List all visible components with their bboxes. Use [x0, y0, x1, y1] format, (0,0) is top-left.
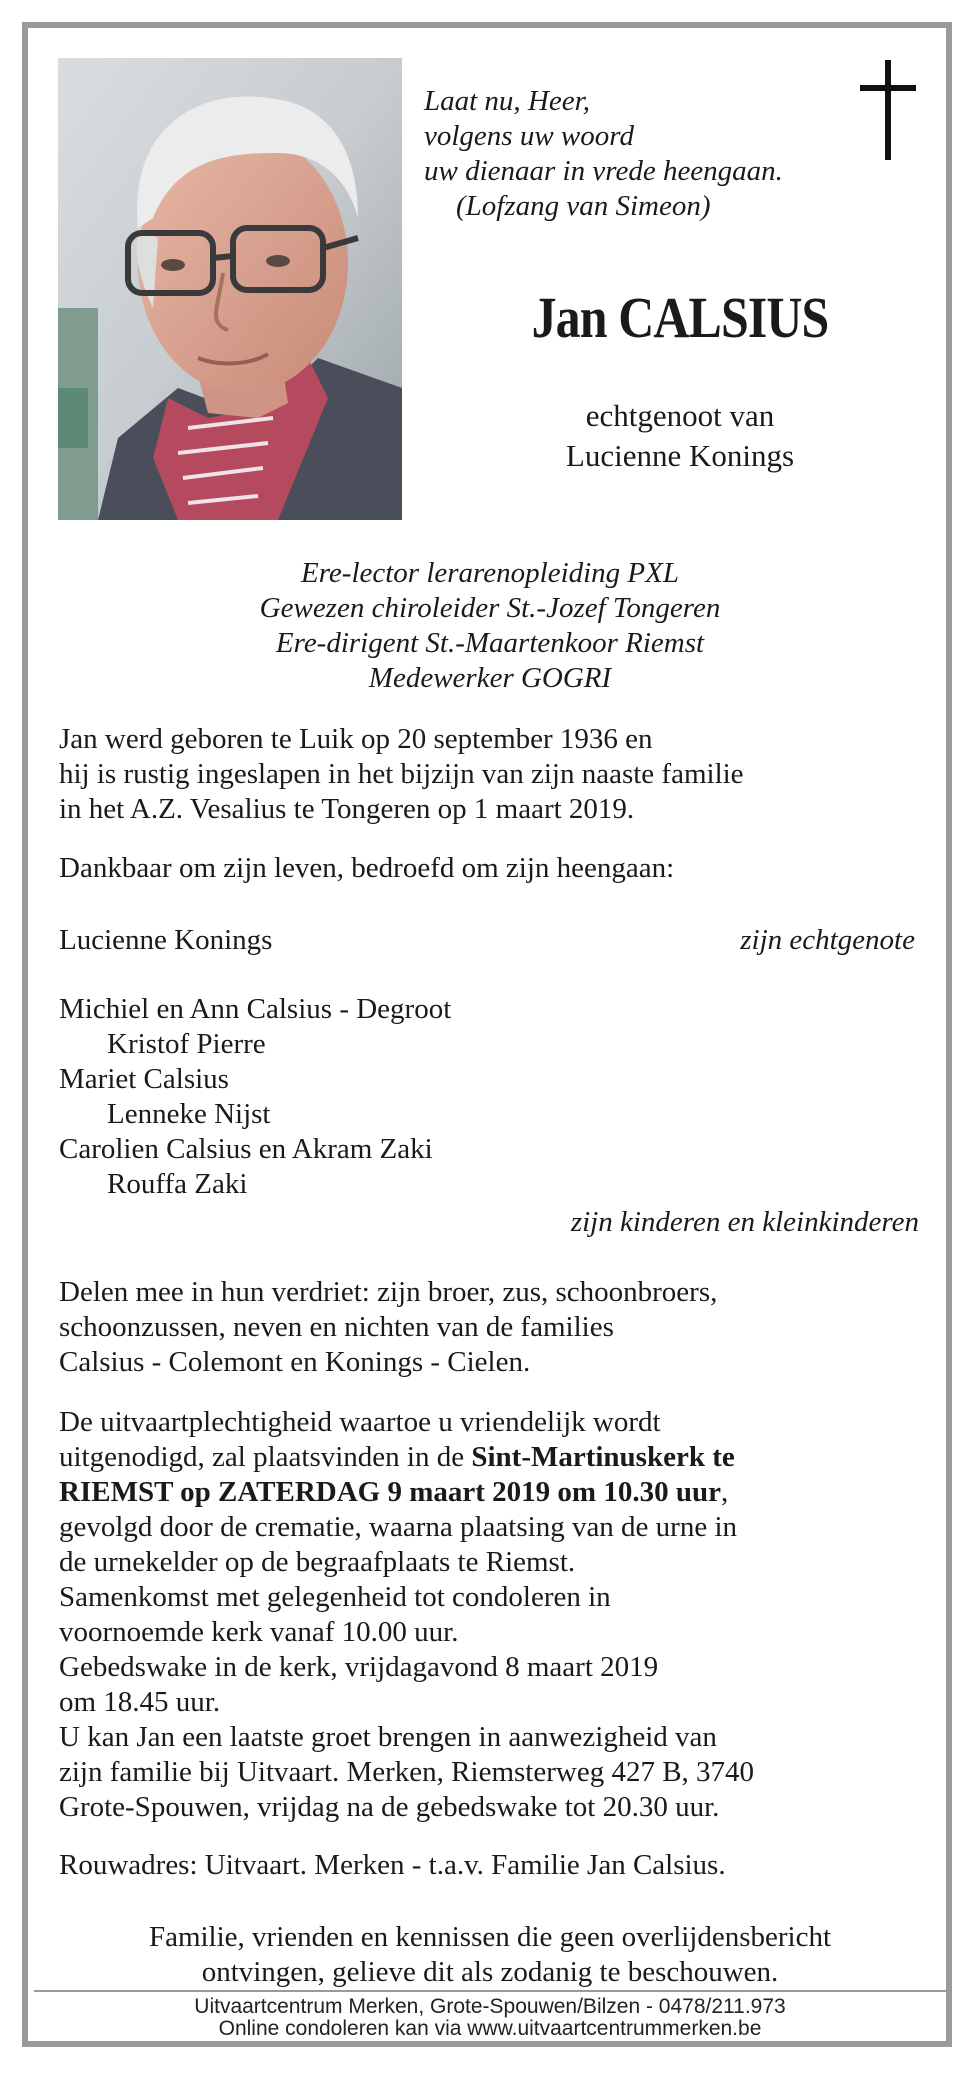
text-line: [59, 1440, 939, 1475]
text-line: De uitvaartplechtigheid waartoe u vriendelijk wordt: [59, 1406, 661, 1438]
text-line: in het A.Z. Vesalius te Tongeren op 1 maart 2019.: [59, 793, 635, 825]
title-line: Gewezen chiroleider St.-Jozef Tongeren: [259, 592, 721, 624]
text-line: Jan werd geboren te Luik op 20 september 1936 en: [59, 723, 653, 755]
family-member: Lenneke Nijst: [107, 1098, 271, 1130]
verse-line: volgens uw woord: [424, 120, 634, 152]
scripture-verse: [424, 84, 783, 224]
ceremony-date: RIEMST op ZATERDAG 9 maart 2019 om 10.30 uur: [59, 1476, 721, 1508]
family-member: Rouffa Zaki: [107, 1168, 248, 1200]
church-name: Sint-Martinuskerk te: [471, 1441, 735, 1473]
deceased-name: Jan CALSIUS: [531, 285, 829, 350]
title-line: Medewerker GOGRI: [368, 662, 612, 694]
text-line: Grote-Spouwen, vrijdag na de gebedswake tot 20.30 uur.: [59, 1791, 720, 1823]
verse-line: uw dienaar in vrede heengaan.: [424, 155, 783, 187]
text-span: ,: [720, 1476, 729, 1508]
text-line: gevolgd door de crematie, waarna plaatsing van de urne in: [59, 1511, 738, 1543]
spouse-intro: echtgenoot van: [585, 398, 775, 433]
honorary-titles: [40, 556, 940, 696]
text-line: voornoemde kerk vanaf 10.00 uur.: [59, 1616, 459, 1648]
text-line: [59, 1475, 939, 1510]
family-member: Michiel en Ann Calsius - Degroot: [59, 993, 452, 1025]
text-line: Gebedswake in de kerk, vrijdagavond 8 maart 2019: [59, 1651, 659, 1683]
text-line: de urnekelder op de begraafplaats te Riemst.: [59, 1546, 576, 1578]
spouse-row-relation: zijn echtgenote: [740, 924, 915, 956]
verse-line: Laat nu, Heer,: [424, 85, 590, 117]
text-span: uitgenodigd, zal plaatsvinden in de: [59, 1441, 472, 1473]
spouse-name: Lucienne Konings: [565, 438, 795, 473]
family-relation: zijn kinderen en kleinkinderen: [570, 1206, 919, 1238]
funeral-home-info: Uitvaartcentrum Merken, Grote-Spouwen/Bilzen - 0478/211.973: [194, 1995, 786, 2018]
family-list: [59, 992, 451, 1202]
text-line: ontvingen, gelieve dit als zodanig te beschouwen.: [201, 1956, 779, 1988]
footer-divider: [34, 1990, 946, 1992]
cross-icon: [858, 60, 918, 160]
text-line: Samenkomst met gelegenheid tot condoleren in: [59, 1581, 611, 1613]
text-line: schoonzussen, neven en nichten van de families: [59, 1311, 614, 1343]
verse-reference: (Lofzang van Simeon): [456, 190, 711, 222]
title-line: Ere-dirigent St.-Maartenkoor Riemst: [275, 627, 705, 659]
family-member: Carolien Calsius en Akram Zaki: [59, 1133, 433, 1165]
text-line: hij is rustig ingeslapen in het bijzijn van zijn naaste familie: [59, 758, 744, 790]
spouse-row: [59, 923, 915, 958]
online-condolence-link[interactable]: Online condoleren kan via www.uitvaartcentrummerken.be: [218, 2017, 762, 2040]
sharing-paragraph: [59, 1275, 939, 1380]
family-member: Mariet Calsius: [59, 1063, 229, 1095]
text-line: Familie, vrienden en kennissen die geen overlijdensbericht: [148, 1921, 832, 1953]
footer: [34, 1996, 946, 2040]
family-member: Kristof Pierre: [107, 1028, 266, 1060]
ceremony-paragraph: [59, 1405, 939, 1825]
spouse-row-name: Lucienne Konings: [59, 924, 273, 956]
title-line: Ere-lector lerarenopleiding PXL: [301, 557, 679, 589]
spouse-block: [430, 396, 930, 476]
text-line: U kan Jan een laatste groet brengen in aanwezigheid van: [59, 1721, 717, 1753]
portrait-photo: [58, 58, 402, 520]
mourning-address: Rouwadres: Uitvaart. Merken - t.a.v. Familie Jan Calsius.: [59, 1849, 726, 1881]
closing-note: [40, 1920, 940, 1990]
text-line: Calsius - Colemont en Konings - Cielen.: [59, 1346, 531, 1378]
text-line: zijn familie bij Uitvaart. Merken, Riemsterweg 427 B, 3740: [59, 1756, 755, 1788]
birth-death-paragraph: [59, 722, 939, 827]
grateful-line: Dankbaar om zijn leven, bedroefd om zijn heengaan:: [59, 852, 675, 884]
text-line: om 18.45 uur.: [59, 1686, 221, 1718]
text-line: Delen mee in hun verdriet: zijn broer, zus, schoonbroers,: [59, 1276, 718, 1308]
